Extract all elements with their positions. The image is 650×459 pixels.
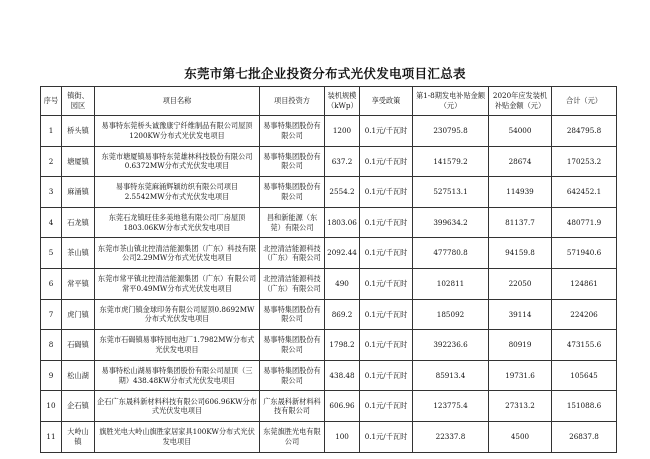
header-project: 项目名称	[95, 87, 260, 116]
cell-capacity: 606.96	[325, 391, 360, 422]
cell-total: 224206	[552, 299, 617, 330]
cell-capacity: 1798.2	[325, 330, 360, 361]
cell-policy: 0.1元/千瓦时	[360, 116, 413, 147]
cell-investor: 易事特集团股份有限公司	[260, 116, 325, 147]
header-town: 镇街、园区	[62, 87, 95, 116]
cell-total: 473155.6	[552, 330, 617, 361]
cell-policy: 0.1元/千瓦时	[360, 238, 413, 269]
cell-investor: 易事特集团股份有限公司	[260, 330, 325, 361]
cell-capacity: 1200	[325, 116, 360, 147]
cell-town: 虎门镇	[62, 299, 95, 330]
cell-subsidy-2020: 4500	[489, 421, 552, 452]
cell-subsidy-1-8: 185092	[413, 299, 489, 330]
cell-total: 105645	[552, 360, 617, 391]
cell-investor: 易事特集团股份有限公司	[260, 299, 325, 330]
cell-seq: 4	[41, 207, 62, 238]
cell-capacity: 1803.06	[325, 207, 360, 238]
cell-total: 170253.2	[552, 146, 617, 177]
cell-capacity: 2092.44	[325, 238, 360, 269]
cell-town: 石碣镇	[62, 330, 95, 361]
cell-town: 茶山镇	[62, 238, 95, 269]
cell-capacity: 438.48	[325, 360, 360, 391]
cell-subsidy-1-8: 392236.6	[413, 330, 489, 361]
header-seq: 序号	[41, 87, 62, 116]
cell-subsidy-2020: 19731.6	[489, 360, 552, 391]
cell-project: 易事特东莞桥头诚豫康宁纤维制品有限公司屋顶1200KW分布式光伏发电项目	[95, 116, 260, 147]
cell-subsidy-2020: 80919	[489, 330, 552, 361]
cell-policy: 0.1元/千瓦时	[360, 391, 413, 422]
cell-investor: 东莞旗胜光电有限公司	[260, 421, 325, 452]
cell-project: 东莞市石碣镇易事特园电池厂1.7982MW分布式光伏发电项目	[95, 330, 260, 361]
cell-seq: 5	[41, 238, 62, 269]
cell-subsidy-1-8: 141579.2	[413, 146, 489, 177]
header-policy: 享受政策	[360, 87, 413, 116]
cell-total: 26837.8	[552, 421, 617, 452]
cell-town: 塘厦镇	[62, 146, 95, 177]
header-investor: 项目投资方	[260, 87, 325, 116]
cell-capacity: 2554.2	[325, 177, 360, 208]
cell-town: 企石镇	[62, 391, 95, 422]
table-row	[41, 207, 617, 238]
header-subsidy-2020: 2020年应发装机补贴金额（元）	[489, 87, 552, 116]
cell-policy: 0.1元/千瓦时	[360, 299, 413, 330]
cell-seq: 2	[41, 146, 62, 177]
cell-seq: 3	[41, 177, 62, 208]
cell-seq: 8	[41, 330, 62, 361]
cell-subsidy-2020: 94159.8	[489, 238, 552, 269]
table-row	[41, 330, 617, 361]
cell-subsidy-2020: 28674	[489, 146, 552, 177]
cell-investor: 易事特集团股份有限公司	[260, 177, 325, 208]
cell-seq: 11	[41, 421, 62, 452]
cell-subsidy-1-8: 22337.8	[413, 421, 489, 452]
cell-total: 151088.6	[552, 391, 617, 422]
cell-total: 124861	[552, 268, 617, 299]
table-row	[41, 146, 617, 177]
summary-table	[40, 86, 617, 453]
table-row	[41, 238, 617, 269]
table-row	[41, 391, 617, 422]
header-capacity: 装机规模（kWp）	[325, 87, 360, 116]
header-row	[41, 87, 617, 116]
table-row	[41, 116, 617, 147]
cell-capacity: 490	[325, 268, 360, 299]
cell-subsidy-2020: 39114	[489, 299, 552, 330]
cell-investor: 昌和新能源（东莞）有限公司	[260, 207, 325, 238]
cell-capacity: 869.2	[325, 299, 360, 330]
cell-seq: 9	[41, 360, 62, 391]
cell-investor: 易事特集团股份有限公司	[260, 360, 325, 391]
header-total: 合计（元）	[552, 87, 617, 116]
cell-policy: 0.1元/千瓦时	[360, 146, 413, 177]
header-subsidy-1-8: 第1-8期发电补贴金额（元）	[413, 87, 489, 116]
cell-project: 东莞石龙镇旺佳多美地毯有限公司厂房屋顶1803.06KW分布式光伏发电项目	[95, 207, 260, 238]
cell-investor: 广东晟科新材料科技有限公司	[260, 391, 325, 422]
cell-town: 石龙镇	[62, 207, 95, 238]
cell-investor: 北控清洁能源科技（广东）有限公司	[260, 268, 325, 299]
cell-subsidy-1-8: 477780.8	[413, 238, 489, 269]
cell-project: 旗胜光电大岭山旗胜家居家具100KW分布式光伏发电项目	[95, 421, 260, 452]
table-row	[41, 360, 617, 391]
cell-subsidy-2020: 22050	[489, 268, 552, 299]
cell-project: 易事特松山湖易事特集团股份有限公司屋顶（三期）438.48KW分布式光伏发电项目	[95, 360, 260, 391]
cell-seq: 6	[41, 268, 62, 299]
cell-investor: 北控清洁能源科技（广东）有限公司	[260, 238, 325, 269]
cell-subsidy-1-8: 102811	[413, 268, 489, 299]
cell-policy: 0.1元/千瓦时	[360, 207, 413, 238]
cell-subsidy-1-8: 85913.4	[413, 360, 489, 391]
cell-town: 常平镇	[62, 268, 95, 299]
cell-capacity: 637.2	[325, 146, 360, 177]
cell-total: 571940.6	[552, 238, 617, 269]
cell-town: 桥头镇	[62, 116, 95, 147]
cell-subsidy-1-8: 230795.8	[413, 116, 489, 147]
cell-policy: 0.1元/千瓦时	[360, 177, 413, 208]
cell-total: 642452.1	[552, 177, 617, 208]
cell-project: 易事特东莞麻涌辉颖纺织有限公司项目2.5542MW分布式光伏发电项目	[95, 177, 260, 208]
cell-project: 东莞市常平镇北控清洁能源集团（广东）有限公司常平0.49MW分布式光伏发电项目	[95, 268, 260, 299]
cell-project: 东莞市虎门镇金球印务有限公司屋顶0.8692MW分布式光伏发电项目	[95, 299, 260, 330]
cell-subsidy-2020: 81137.7	[489, 207, 552, 238]
cell-investor: 易事特集团股份有限公司	[260, 146, 325, 177]
cell-town: 麻涌镇	[62, 177, 95, 208]
table-row	[41, 268, 617, 299]
cell-subsidy-1-8: 399634.2	[413, 207, 489, 238]
cell-seq: 7	[41, 299, 62, 330]
cell-project: 企石广东晟科新材料科技有限公司606.96KW分布式光伏发电项目	[95, 391, 260, 422]
cell-subsidy-1-8: 123775.4	[413, 391, 489, 422]
cell-subsidy-2020: 114939	[489, 177, 552, 208]
cell-seq: 1	[41, 116, 62, 147]
table-row	[41, 421, 617, 452]
cell-project: 东莞市塘厦镇易事特东莞雄林科技股份有限公司0.6372MW分布式光伏发电项目	[95, 146, 260, 177]
cell-policy: 0.1元/千瓦时	[360, 330, 413, 361]
cell-capacity: 100	[325, 421, 360, 452]
cell-total: 480771.9	[552, 207, 617, 238]
cell-subsidy-2020: 54000	[489, 116, 552, 147]
cell-seq: 10	[41, 391, 62, 422]
table-row	[41, 177, 617, 208]
cell-subsidy-1-8: 527513.1	[413, 177, 489, 208]
cell-town: 松山湖	[62, 360, 95, 391]
cell-total: 284795.8	[552, 116, 617, 147]
page-title: 东莞市第七批企业投资分布式光伏发电项目汇总表	[184, 66, 466, 81]
cell-town: 大岭山镇	[62, 421, 95, 452]
cell-subsidy-2020: 27313.2	[489, 391, 552, 422]
cell-policy: 0.1元/千瓦时	[360, 421, 413, 452]
cell-policy: 0.1元/千瓦时	[360, 360, 413, 391]
cell-policy: 0.1元/千瓦时	[360, 268, 413, 299]
cell-project: 东莞市茶山镇北控清洁能源集团（广东）科技有限公司2.29MW分布式光伏发电项目	[95, 238, 260, 269]
table-row	[41, 299, 617, 330]
